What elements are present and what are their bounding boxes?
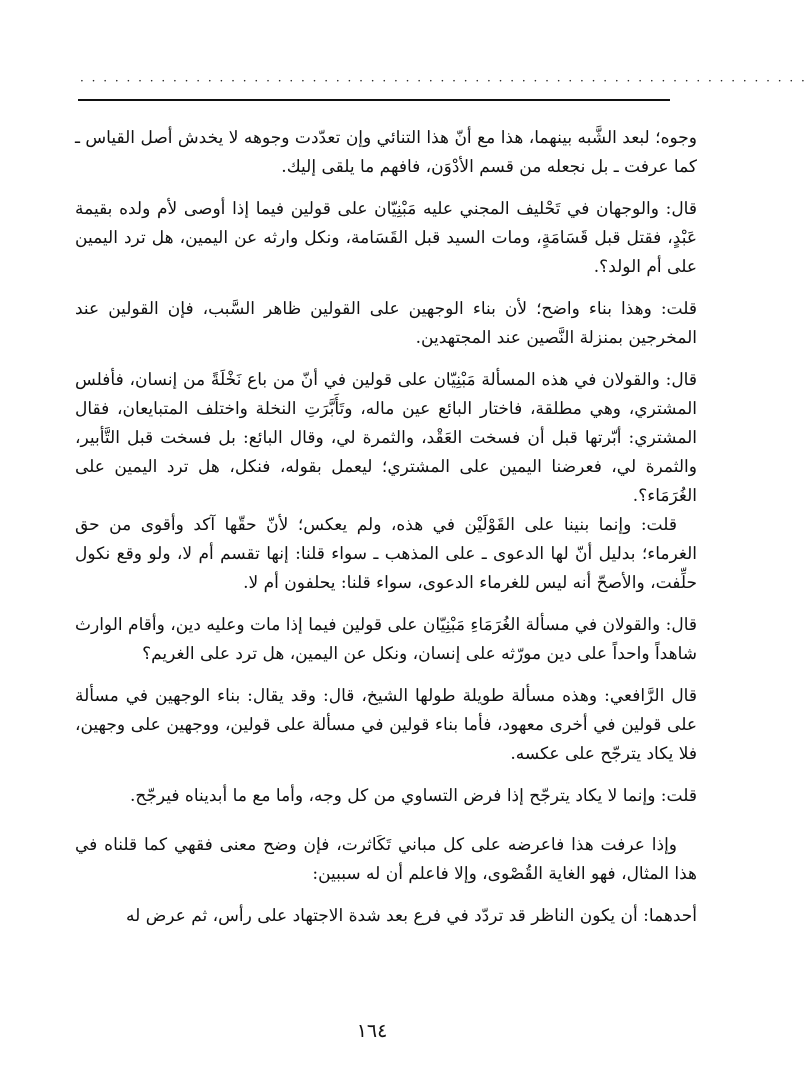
page-text [75, 124, 697, 931]
paragraph-6: قال: والقولان في مسألة الغُرَمَاءِ مَبْنِيّان على قولين فيما إذا مات وعليه دين، وأقام الوارث شاهداً واحداً على دين مورّثه على إنسان، ونكل عن اليمين، هل ترد على الغريم؟ [75, 615, 697, 664]
paragraph-3: قلت: وهذا بناء واضح؛ لأن بناء الوجهين على القولين ظاهر السَّبب، فإن القولين عند المخرجين بمنزلة النَّصين عند المجتهدين. [75, 299, 697, 348]
page-number: ١٦٤ [356, 1020, 388, 1042]
paragraph-4: قال: والقولان في هذه المسألة مَبْنِيّان على قولين في أنّ من باع نَخْلَةً من إنسان، فأفلس المشتري، وهي مطلقة، فاختار البائع عين ماله، وتَأَبَّرَتِ النخلة واختلف المتبايعان، فقال المشتري: أبّرتها قبل أن فسخت العَقْد، والثمرة لي، وقال البائع: بل فسخت قبل التَّأبير، والثمرة لي، فعرضنا اليمين على المشتري؛ ليعمل بقوله، فنكل، هل ترد اليمين على الغُرَمَاء؟. [75, 370, 697, 506]
header-dotted-line: · · · · · · · · · · · · · · · · · · · · · · · · · · · · · · · · · · · · · · · · · · · · · · · · · · · · · · · · · · · · · · · [80, 74, 807, 88]
paragraph-10: أحدهما: أن يكون الناظر قد تردّد في فرع بعد شدة الاجتهاد على رأس، ثم عرض له [126, 906, 697, 926]
paragraph-1: وجوه؛ لبعد الشَّبه بينهما، هذا مع أنّ هذا التنائي وإن تعدّدت وجوهه لا يخدش أصل القياس ـ كما عرفت ـ بل نجعله من قسم الأدْوَن، فافهم ما يلقى إليك. [75, 128, 697, 177]
paragraph-7: قال الرَّافعي: وهذه مسألة طويلة طولها الشيخ، قال: وقد يقال: بناء الوجهين في مسألة على قولين في أخرى معهود، فأما بناء قولين في مسألة على قولين، ووجهين على وجهين، فلا يكاد يترجّح على عكسه. [75, 686, 697, 764]
paragraph-8: قلت: وإنما لا يكاد يترجّح إذا فرض التساوي من كل وجه، وأما مع ما أبديناه فيرجّح. [129, 786, 697, 806]
header-rule [78, 99, 670, 101]
paragraph-5: قلت: وإنما بنينا على القَوْلَيْن في هذه، ولم يعكس؛ لأنّ حقّها آكد وأقوى من حق الغرماء؛ بدليل أنّ لها الدعوى ـ على المذهب ـ سواء قلنا: إنها تقسم أم لا، ولو وقع نكول حلِّفت، والأصحّ أنه ليس للغرماء الدعوى، سواء قلنا: يحلفون أم لا. [75, 515, 697, 593]
paragraph-2: قال: والوجهان في تَحْليف المجني عليه مَبْنِيّان على قولين فيما إذا أوصى لأم ولده بقيمة عَبْدٍ، فقتل قبل قَسَامَةٍ، ومات السيد قبل القَسَامة، ونكل وارثه عن اليمين، هل ترد اليمين على أم الولد؟. [75, 199, 697, 277]
paragraph-9: وإذا عرفت هذا فاعرضه على كل مباني تَكَاثرت، فإن وضح معنى فقهي كما قلناه في هذا المثال، فهو الغاية القُصْوى، وإلا فاعلم أن له سببين: [75, 835, 697, 884]
